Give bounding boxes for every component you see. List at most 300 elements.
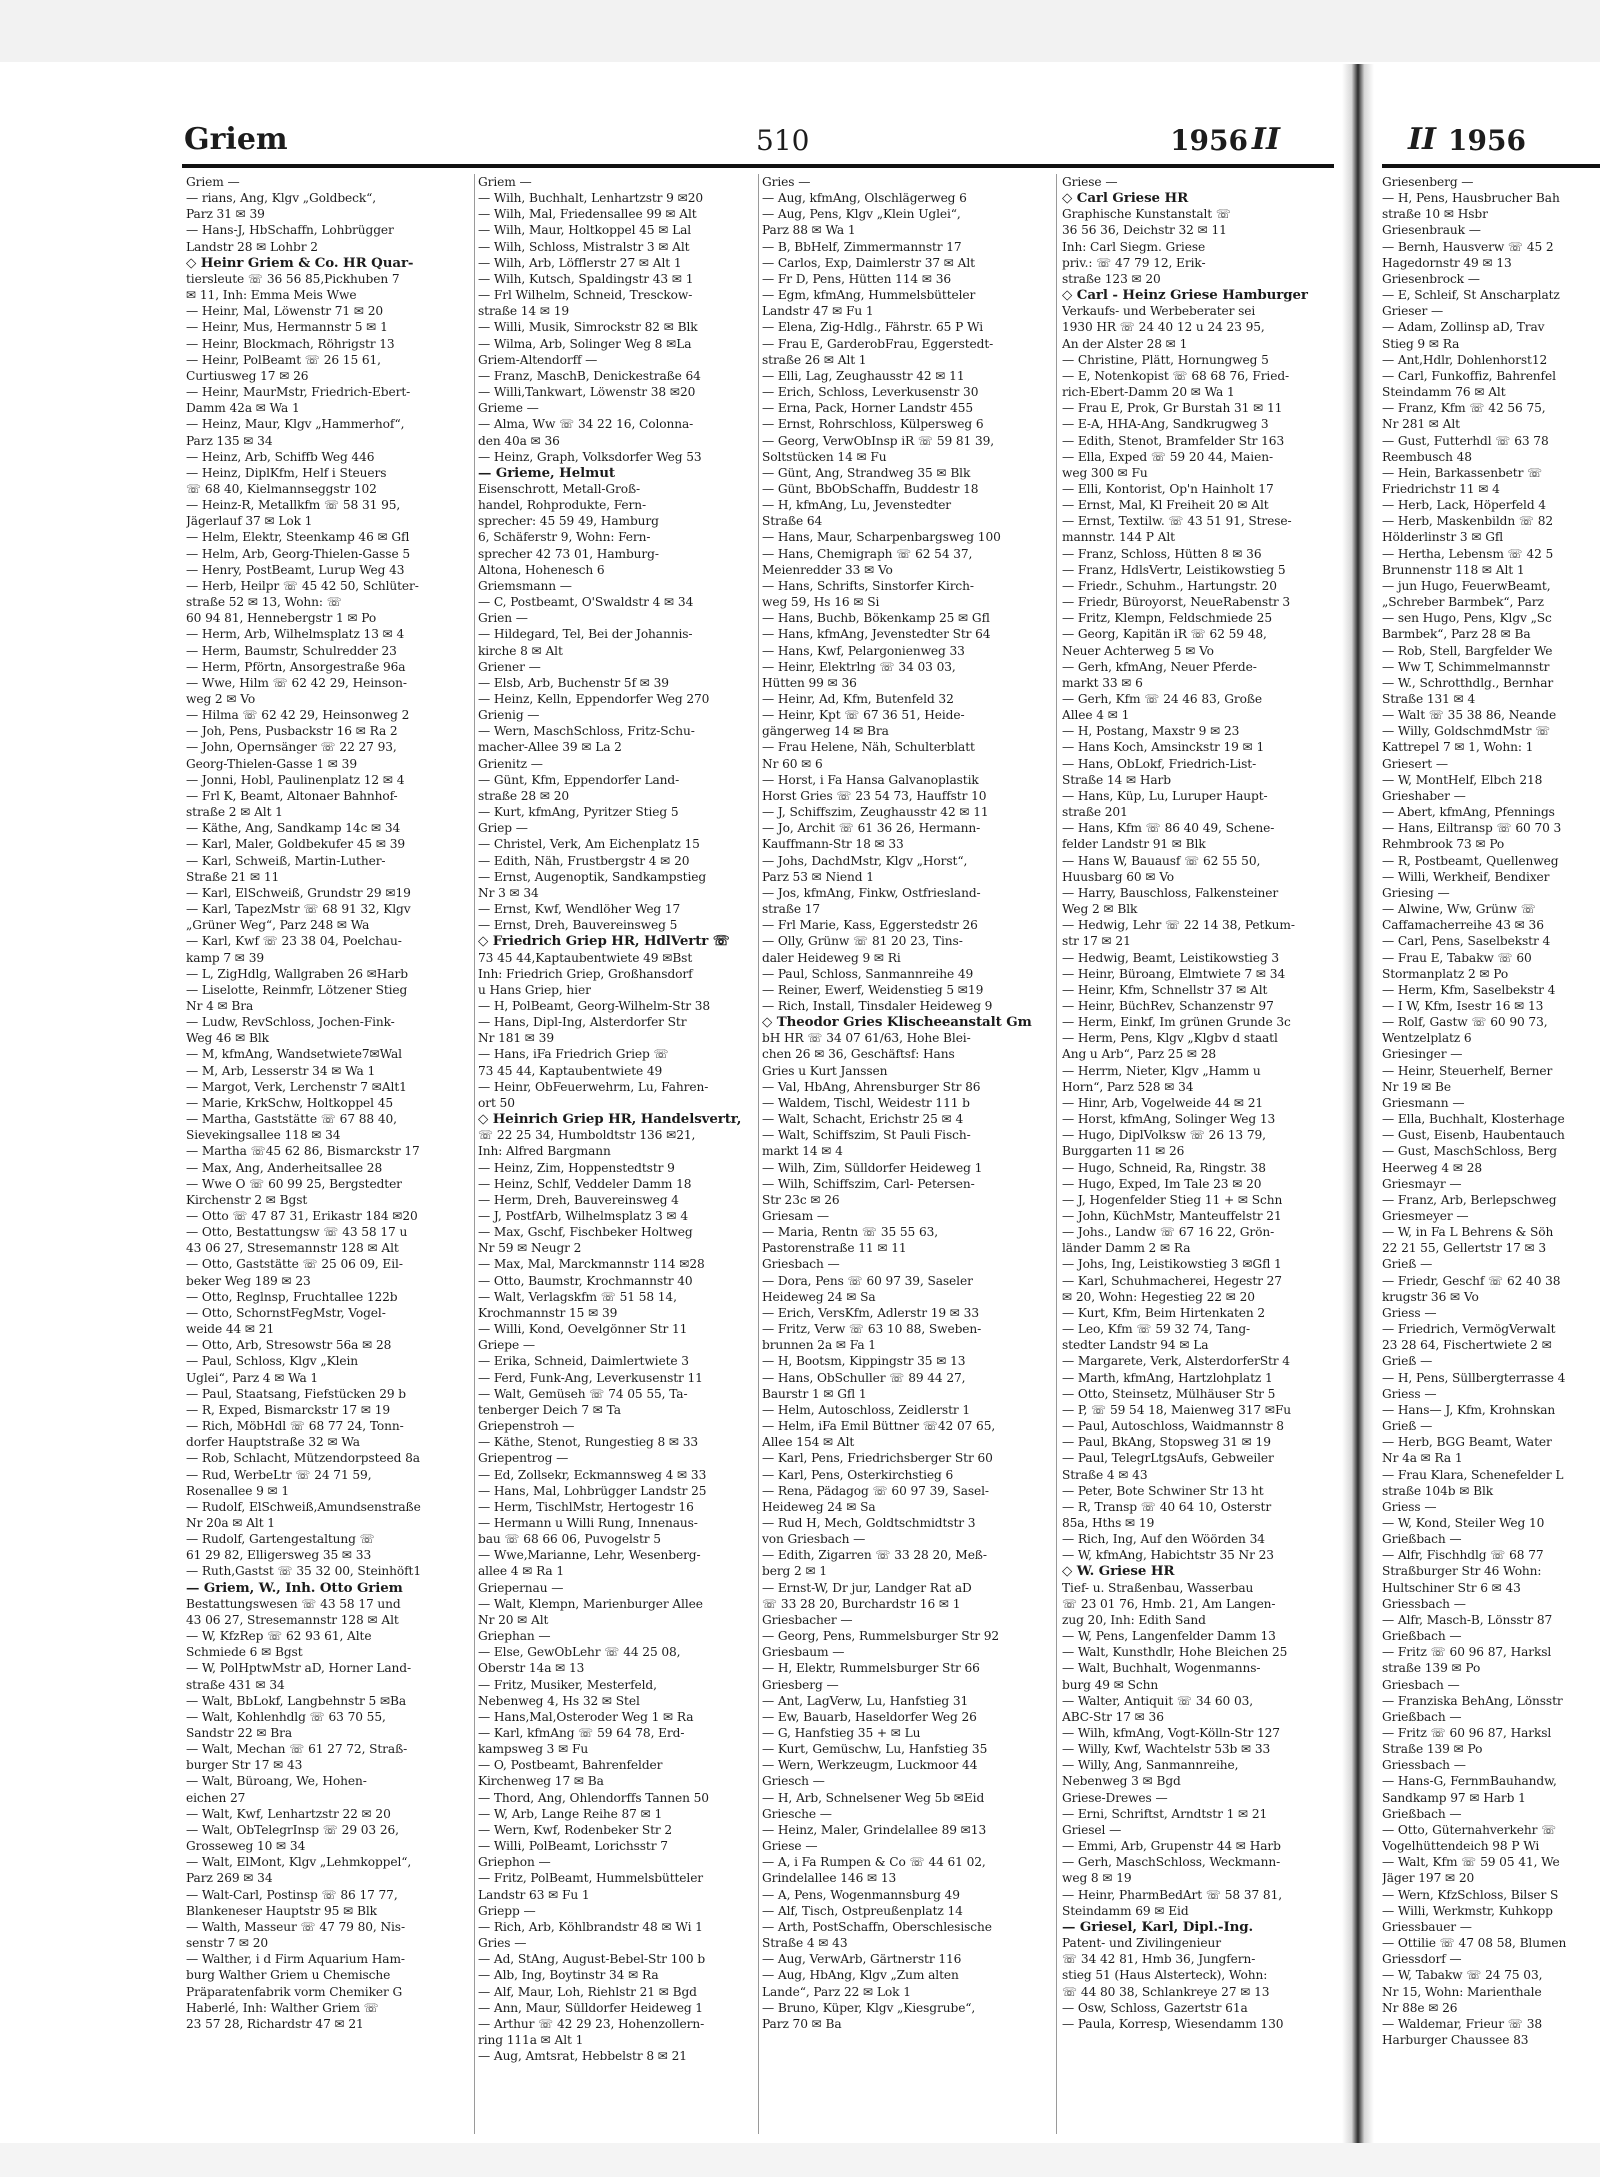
directory-entry: Griesbaum — [762, 1645, 845, 1660]
directory-entry: Gries — [478, 1936, 527, 1951]
directory-entry: 85a, Hths ✉ 19 [1062, 1515, 1155, 1530]
directory-entry: Neuer Achterweg 5 ✉ Vo [1062, 643, 1214, 658]
directory-entry: sprecher: 45 59 49, Hamburg [478, 514, 659, 529]
directory-entry: — Ella, Buchhalt, Klosterhage [1382, 1112, 1565, 1127]
directory-entry: — Egm, kfmAng, Hummelsbütteler [762, 288, 976, 303]
directory-entry: — Heinz, Kelln, Eppendorfer Weg 270 [478, 692, 710, 706]
directory-entry: Hagedornstr 49 ✉ 13 [1382, 255, 1512, 270]
directory-entry: An der Alster 28 ✉ 1 [1062, 336, 1188, 351]
directory-entry: Straße 64 [762, 514, 823, 529]
directory-entry: — Bernh, Hausverw ☏ 45 2 [1382, 239, 1554, 254]
directory-entry: — Margot, Verk, Lerchenstr 7 ✉Alt1 [186, 1079, 407, 1094]
directory-entry: weg 8 ✉ 19 [1062, 1871, 1132, 1886]
directory-entry: — Frau Helene, Näh, Schulterblatt [762, 740, 975, 755]
directory-entry: — Willy, Ang, Sanmannreihe, [1062, 1758, 1239, 1773]
directory-entry: Griep — [478, 821, 528, 836]
directory-entry: — Helm, Arb, Georg-Thielen-Gasse 5 [186, 546, 410, 561]
directory-entry: Eisenschrott, Metall-Groß- [478, 481, 641, 496]
directory-entry: — Helm, Elektr, Steenkamp 46 ✉ Gfl [186, 530, 410, 545]
directory-entry: Heerweg 4 ✉ 28 [1382, 1160, 1483, 1175]
directory-entry: dorfer Hauptstraße 32 ✉ Wa [186, 1435, 360, 1450]
directory-entry: Griess — [1382, 1386, 1437, 1401]
directory-entry: — Peter, Bote Schwiner Str 13 ht [1062, 1483, 1264, 1498]
column-divider [474, 174, 475, 2134]
directory-entry: — Walt, Gemüseh ☏ 74 05 55, Ta- [478, 1386, 688, 1401]
directory-entry: — Rena, Pädagog ☏ 60 97 39, Sasel- [762, 1483, 989, 1498]
directory-entry: Nr 20 ✉ Alt [478, 1612, 549, 1627]
directory-entry: Curtiusweg 17 ✉ 26 [186, 368, 309, 383]
directory-entry: — Karl, Pens, Osterkirchstieg 6 [762, 1467, 954, 1482]
directory-entry: Nr 4a ✉ Ra 1 [1382, 1451, 1463, 1466]
directory-entry: — Carl, Funkoffiz, Bahrenfel [1382, 368, 1556, 383]
directory-entry: — R, Transp ☏ 40 64 10, Osterstr [1062, 1499, 1272, 1514]
directory-entry: — Elli, Lag, Zeughausstr 42 ✉ 11 [762, 368, 965, 383]
directory-entry: — Gust, Eisenb, Haubentauch [1382, 1128, 1565, 1143]
directory-entry: — Herm, Kfm, Saselbekstr 4 [1382, 982, 1556, 997]
directory-entry: den 40a ✉ 36 [478, 433, 560, 448]
directory-entry: — Alf, Tisch, Ostpreußenplatz 14 [762, 1903, 963, 1918]
directory-entry: — Bruno, Küper, Klgv „Kiesgrube“, [762, 2000, 976, 2015]
directory-entry: Griephon — [478, 1855, 551, 1870]
directory-entry: — A, i Fa Rumpen & Co ☏ 44 61 02, [762, 1855, 986, 1870]
directory-entry: Damm 42a ✉ Wa 1 [186, 401, 300, 416]
directory-entry: — Ant,Hdlr, Dohlenhorst12 [1382, 352, 1548, 367]
directory-entry: Parz 88 ✉ Wa 1 [762, 223, 856, 238]
directory-entry: Griesenbrauk — [1382, 223, 1481, 238]
directory-entry: Nr 19 ✉ Be [1382, 1079, 1452, 1094]
directory-entry: Verkaufs- und Werbeberater sei [1062, 304, 1256, 319]
directory-entry: — B, BbHelf, Zimmermannstr 17 [762, 239, 962, 254]
directory-entry: — Reiner, Ewerf, Weidenstieg 5 ✉19 [762, 982, 984, 997]
directory-entry: — Thord, Ang, Ohlendorffs Tannen 50 [478, 1790, 709, 1805]
directory-entry: ☏ 44 80 38, Schlankreye 27 ✉ 13 [1062, 1984, 1270, 1999]
directory-entry: — Günt, Ang, Strandweg 35 ✉ Blk [762, 465, 971, 480]
directory-entry: Burggarten 11 ✉ 26 [1062, 1144, 1185, 1159]
directory-entry: — rians, Ang, Klgv „Goldbeck“, [186, 191, 377, 206]
directory-entry: markt 14 ✉ 4 [762, 1144, 843, 1159]
directory-entry: tenberger Deich 7 ✉ Ta [478, 1402, 621, 1417]
directory-entry: — Franz, MaschB, Denickestraße 64 [478, 368, 701, 383]
directory-entry: kampsweg 3 ✉ Fu [478, 1742, 589, 1757]
directory-entry: — Heinz, Maler, Grindelallee 89 ✉13 [762, 1822, 987, 1837]
directory-entry: brunnen 2a ✉ Fa 1 [762, 1338, 876, 1353]
directory-entry: ort 50 [478, 1095, 515, 1110]
directory-entry: Krochmannstr 15 ✉ 39 [478, 1305, 618, 1320]
directory-entry: — Karl, TapezMstr ☏ 68 91 32, Klgv [186, 902, 411, 917]
directory-entry: — Gust, MaschSchloss, Berg [1382, 1144, 1557, 1159]
directory-entry: kirche 8 ✉ Alt [478, 643, 563, 658]
directory-entry: — Else, GewObLehr ☏ 44 25 08, [478, 1645, 681, 1660]
directory-entry: — Walt, Schiffszim, St Pauli Fisch- [762, 1128, 971, 1143]
directory-entry: — Walt, Buchhalt, Wogenmanns- [1062, 1661, 1261, 1676]
directory-entry: — C, Postbeamt, O'Swaldstr 4 ✉ 34 [478, 595, 694, 610]
directory-entry: — Heinz, Schlf, Veddeler Damm 18 [478, 1176, 692, 1191]
directory-entry: allee 4 ✉ Ra 1 [478, 1564, 565, 1579]
directory-entry: — Rudolf, ElSchweiß,Amundsenstraße [186, 1499, 421, 1514]
directory-entry: Griesmayr — [1382, 1176, 1462, 1191]
directory-entry: — Walt, Kunsthdlr, Hohe Bleichen 25 [1062, 1645, 1288, 1660]
directory-entry: — Willi, Werkmstr, Kuhkopp [1382, 1903, 1553, 1918]
directory-entry: — Hans, Mal, Lohbrügger Landstr 25 [478, 1483, 707, 1498]
directory-entry: Huusbarg 60 ✉ Vo [1062, 869, 1175, 884]
directory-entry: — Rud, WerbeLtr ☏ 24 71 59, [186, 1467, 372, 1482]
directory-entry: burger Str 17 ✉ 43 [186, 1758, 303, 1773]
directory-entry: kamp 7 ✉ 39 [186, 950, 265, 965]
directory-entry: ABC-Str 17 ✉ 36 [1062, 1709, 1164, 1724]
directory-entry: — Walther, i d Firm Aquarium Ham- [186, 1952, 405, 1967]
directory-entry: — Heinr, Mal, Löwenstr 71 ✉ 20 [186, 304, 384, 319]
directory-entry: — Frl Marie, Kass, Eggerstedstr 26 [762, 918, 978, 933]
directory-entry: Straße 4 ✉ 43 [762, 1936, 848, 1951]
directory-entry: — Wern, KfzSchloss, Bilser S [1382, 1887, 1559, 1902]
directory-entry: — Walt, Kohlenhdlg ☏ 63 70 55, [186, 1709, 386, 1724]
directory-entry: — Ed, Zollsekr, Eckmannsweg 4 ✉ 33 [478, 1467, 707, 1482]
directory-entry: — John, KüchMstr, Manteuffelstr 21 [1062, 1209, 1282, 1223]
directory-entry: Griese — [762, 1839, 818, 1854]
directory-entry: — Rich, Arb, Köhlbrandstr 48 ✉ Wi 1 [478, 1919, 703, 1934]
directory-entry: — Walt, BbLokf, Langbehnstr 5 ✉Ba [186, 1693, 407, 1708]
directory-entry: Landstr 28 ✉ Lohbr 2 [186, 239, 318, 254]
directory-column-3 [762, 174, 1052, 2144]
directory-entry: Griesch — [762, 1774, 825, 1789]
directory-entry: — Fritz, Klempn, Feldschmiede 25 [1062, 611, 1272, 626]
directory-entry: Str 23c ✉ 26 [762, 1192, 840, 1207]
directory-entry: — Fritz, Musiker, Mesterfeld, [478, 1677, 657, 1692]
directory-entry: — Alf, Maur, Loh, Riehlstr 21 ✉ Bgd [478, 1984, 697, 1999]
directory-entry: — Heinr, Kfm, Schnellstr 37 ✉ Alt [1062, 982, 1268, 997]
directory-entry: — R, Postbeamt, Quellenweg [1382, 853, 1559, 868]
directory-entry: — Wilh, Zim, Sülldorfer Heideweg 1 [762, 1160, 983, 1175]
directory-entry: str 17 ✉ 21 [1062, 934, 1131, 949]
directory-entry: — Erni, Schriftst, Arndtstr 1 ✉ 21 [1062, 1806, 1268, 1821]
directory-entry: — Wilma, Arb, Solinger Weg 8 ✉La [478, 336, 692, 351]
directory-entry: 73 45 44,Kaptaubentwiete 49 ✉Bst [478, 950, 693, 965]
directory-entry: — Herb, Lack, Höperfeld 4 [1382, 498, 1546, 513]
directory-entry: — Heinr, ObFeuerwehrm, Lu, Fahren- [478, 1079, 709, 1094]
directory-entry: — Wwe,Marianne, Lehr, Wesenberg- [478, 1548, 701, 1563]
directory-entry: Jäger 197 ✉ 20 [1382, 1871, 1475, 1886]
directory-entry: — Ernst, Augenoptik, Sandkampstieg [478, 869, 707, 884]
directory-entry: — Karl, kfmAng ☏ 59 64 78, Erd- [478, 1726, 685, 1740]
directory-entry: Nr 4 ✉ Bra [186, 998, 254, 1013]
directory-entry: — Heinz, Graph, Volksdorfer Weg 53 [478, 449, 702, 464]
directory-entry: Grieser — [1382, 304, 1444, 319]
directory-entry: Griese — [1062, 175, 1118, 189]
directory-entry: — Wern, Werkzeugm, Luckmoor 44 [762, 1758, 978, 1773]
directory-entry: — Hans, ObSchuller ☏ 89 44 27, [762, 1370, 966, 1385]
directory-entry: — Herm, Dreh, Bauvereinsweg 4 [478, 1192, 679, 1207]
directory-entry: — Hans, Küp, Lu, Luruper Haupt- [1062, 788, 1268, 803]
directory-entry: straße 123 ✉ 20 [1062, 271, 1161, 286]
directory-entry: burg 49 ✉ Schn [1062, 1677, 1159, 1692]
directory-entry: — Hans, kfmAng, Jevenstedter Str 64 [762, 627, 991, 642]
directory-entry: — Kurt, Kfm, Beim Hirtenkaten 2 [1062, 1305, 1266, 1320]
directory-entry: Heideweg 24 ✉ Sa [762, 1289, 876, 1304]
directory-entry: ◇ Carl - Heinz Griese Hamburger [1062, 287, 1308, 304]
directory-entry: — Ella, Exped ☏ 59 20 44, Maien- [1062, 449, 1273, 464]
directory-entry: — Willi,Tankwart, Löwenstr 38 ✉20 [478, 385, 696, 400]
directory-entry: ☏ 23 01 76, Hmb. 21, Am Langen- [1062, 1596, 1276, 1611]
directory-entry: Hölderlinstr 3 ✉ Gfl [1382, 530, 1504, 545]
directory-entry: straße 52 ✉ 13, Wohn: ☏ [186, 595, 342, 610]
directory-entry: — sen Hugo, Pens, Klgv „Sc [1382, 611, 1552, 626]
directory-entry: — W, MontHelf, Elbch 218 [1382, 772, 1543, 787]
directory-entry: ◇ Theodor Gries Klischeeanstalt Gm [762, 1014, 1032, 1031]
directory-entry: Grieß — [1382, 1419, 1433, 1434]
directory-entry: weg 300 ✉ Fu [1062, 465, 1148, 480]
directory-entry: — Heinz-R, Metallkfm ☏ 58 31 95, [186, 498, 401, 513]
running-head-name: Griem [184, 122, 288, 157]
directory-entry: — Edith, Stenot, Bramfelder Str 163 [1062, 433, 1285, 448]
directory-entry: Parz 135 ✉ 34 [186, 433, 273, 448]
directory-entry: Kirchenweg 17 ✉ Ba [478, 1774, 604, 1789]
directory-entry: — Wwe O ☏ 60 99 25, Bergstedter [186, 1176, 402, 1191]
directory-entry: — Hugo, DiplVolksw ☏ 26 13 79, [1062, 1128, 1266, 1143]
directory-entry: Griessbach — [1382, 1758, 1466, 1773]
directory-entry: — Walt, Mechan ☏ 61 27 72, Straß- [186, 1742, 408, 1757]
directory-entry: beker Weg 189 ✉ 23 [186, 1273, 311, 1288]
directory-entry: — Ad, StAng, August-Bebel-Str 100 b [478, 1952, 706, 1967]
directory-entry: — Hans-G, FernmBauhandw, [1382, 1774, 1557, 1789]
directory-entry: — Willi, Musik, Simrockstr 82 ✉ Blk [478, 320, 698, 335]
next-page-column [1382, 174, 1600, 2144]
directory-entry: — W, kfmAng, Habichtstr 35 Nr 23 [1062, 1548, 1274, 1563]
directory-entry: — Otto, Güternahverkehr ☏ [1382, 1822, 1557, 1837]
directory-entry: Griepentrog — [478, 1451, 569, 1466]
directory-entry: Wentzelplatz 6 [1382, 1031, 1472, 1046]
directory-entry: — Wilh, Schiffszim, Carl- Petersen- [762, 1176, 975, 1191]
directory-entry: Griepe — [478, 1338, 535, 1353]
directory-entry: — Ew, Bauarb, Haseldorfer Weg 26 [762, 1709, 977, 1724]
directory-entry: — I W, Kfm, Isestr 16 ✉ 13 [1382, 998, 1544, 1013]
directory-entry: Nr 15, Wohn: Marienthale [1382, 1984, 1542, 1999]
directory-entry: — Friedrich, VermögVerwalt [1382, 1322, 1556, 1337]
directory-entry: — Günt, BbObSchaffn, Buddestr 18 [762, 481, 979, 496]
directory-entry: — Heinr, Ad, Kfm, Butenfeld 32 [762, 692, 954, 706]
column-divider [1056, 174, 1057, 2134]
directory-entry: Nr 20a ✉ Alt 1 [186, 1515, 275, 1530]
directory-entry: — Frl K, Beamt, Altonaer Bahnhof- [186, 788, 398, 803]
directory-entry: — Edith, Zigarren ☏ 33 28 20, Meß- [762, 1548, 987, 1563]
directory-entry: — Martha ☏45 62 86, Bismarckstr 17 [186, 1144, 420, 1159]
directory-entry: Griesam — [762, 1209, 829, 1223]
directory-entry: Inh: Alfred Bargmann [478, 1144, 611, 1159]
directory-entry: — Georg, Kapitän iR ☏ 62 59 48, [1062, 627, 1267, 642]
directory-entry: Gries — [762, 175, 811, 189]
directory-entry: Sandkamp 97 ✉ Harb 1 [1382, 1790, 1526, 1805]
header-rule [182, 164, 1334, 168]
directory-entry: ☏ 34 42 81, Hmb 36, Jungfern- [1062, 1952, 1256, 1967]
directory-entry: — Otto, Reglnsp, Fruchtallee 122b [186, 1289, 398, 1304]
directory-entry: — H, kfmAng, Lu, Jevenstedter [762, 498, 952, 513]
directory-entry: — Karl, ElSchweiß, Grundstr 29 ✉19 [186, 885, 411, 900]
directory-entry: — Otto, Arb, Stresowstr 56a ✉ 28 [186, 1338, 392, 1353]
directory-entry: 61 29 82, Elligersweg 35 ✉ 33 [186, 1548, 372, 1563]
directory-entry: Heideweg 24 ✉ Sa [762, 1499, 876, 1514]
directory-entry: Straße 4 ✉ 43 [1062, 1467, 1148, 1482]
directory-entry: — Erich, Schloss, Leverkusenstr 30 [762, 385, 979, 400]
directory-entry: — Hans, ObLokf, Friedrich-List- [1062, 756, 1257, 771]
directory-entry: — Hans-J, HbSchaffn, Lohbrügger [186, 223, 394, 238]
directory-entry: daler Heideweg 9 ✉ Ri [762, 950, 901, 965]
directory-entry: Steindamm 76 ✉ Alt [1382, 385, 1506, 400]
directory-entry: Griessdorf — [1382, 1952, 1462, 1967]
directory-entry: — Joh, Pens, Pusbackstr 16 ✉ Ra 2 [186, 724, 398, 739]
directory-entry: — O, Postbeamt, Bahrenfelder [478, 1758, 663, 1773]
directory-entry: — Alma, Ww ☏ 34 22 16, Colonna- [478, 417, 694, 432]
directory-entry: Kattrepel 7 ✉ 1, Wohn: 1 [1382, 740, 1534, 755]
directory-entry: Griessbauer — [1382, 1919, 1472, 1934]
directory-entry: — Hein, Barkassenbetr ☏ [1382, 465, 1543, 480]
directory-entry: — Paul, BkAng, Stopsweg 31 ✉ 19 [1062, 1435, 1271, 1450]
directory-column-1 [186, 174, 476, 2144]
directory-entry: — Aug, VerwArb, Gärtnerstr 116 [762, 1952, 962, 1967]
directory-entry: — Käthe, Ang, Sandkamp 14c ✉ 34 [186, 821, 401, 836]
directory-entry: — E, Schleif, St Anscharplatz [1382, 288, 1560, 303]
directory-entry: Griesmann — [1382, 1095, 1465, 1110]
directory-entry: Uglei“, Parz 4 ✉ Wa 1 [186, 1370, 319, 1385]
directory-entry: — Wwe, Hilm ☏ 62 42 29, Heinson- [186, 675, 407, 690]
directory-entry: — Rich, MöbHdl ☏ 68 77 24, Tonn- [186, 1419, 404, 1434]
directory-entry: Kauffmann-Str 18 ✉ 33 [762, 837, 904, 852]
directory-entry: Jägerlauf 37 ✉ Lok 1 [186, 514, 313, 529]
directory-entry: — Fritz ☏ 60 96 87, Harksl [1382, 1726, 1552, 1740]
directory-entry: — Arth, PostSchaffn, Oberschlesische [762, 1919, 992, 1934]
directory-entry: — Ernst, Textilw. ☏ 43 51 91, Strese- [1062, 514, 1292, 529]
directory-entry: Haberlé, Inh: Walther Griem ☏ [186, 2000, 379, 2015]
directory-entry: — Hans, Schrifts, Sinstorfer Kirch- [762, 578, 974, 593]
directory-entry: 43 06 27, Stresemannstr 128 ✉ Alt [186, 1241, 399, 1256]
next-page-year: 1956 [1448, 124, 1526, 157]
directory-entry: — Johs, DachdMstr, Klgv „Horst“, [762, 853, 968, 868]
directory-entry: — Erika, Schneid, Daimlertwiete 3 [478, 1354, 689, 1369]
directory-entry: — Paul, Staatsang, Fiefstücken 29 b [186, 1386, 406, 1401]
directory-entry: — Walt, ObTelegrInsp ☏ 29 03 26, [186, 1822, 399, 1837]
page-header-right [1378, 118, 1600, 166]
directory-entry: — Elena, Zig-Hdlg., Fährstr. 65 P Wi [762, 320, 983, 335]
directory-entry: — Christel, Verk, Am Eichenplatz 15 [478, 837, 700, 852]
directory-entry: chen 26 ✉ 36, Geschäftsf: Hans [762, 1047, 955, 1062]
directory-entry: — Fritz ☏ 60 96 87, Harksl [1382, 1645, 1552, 1660]
directory-entry: — Wern, MaschSchloss, Fritz-Schu- [478, 724, 695, 739]
directory-entry: — Ernst-W, Dr jur, Landger Rat aD [762, 1580, 972, 1595]
directory-entry: — Rudolf, Gartengestaltung ☏ [186, 1532, 375, 1547]
directory-entry: — Hans, Eiltransp ☏ 60 70 3 [1382, 821, 1562, 836]
directory-entry: — Frl Wilhelm, Schneid, Tresckow- [478, 288, 693, 303]
directory-entry: — Grieme, Helmut [478, 464, 615, 481]
directory-entry: — Dora, Pens ☏ 60 97 39, Saseler [762, 1273, 973, 1288]
directory-entry: — Waldemar, Frieur ☏ 38 [1382, 2016, 1543, 2031]
directory-entry: — jun Hugo, FeuerwBeamt, [1382, 578, 1551, 593]
directory-entry: 22 21 55, Gellertstr 17 ✉ 3 [1382, 1241, 1547, 1256]
directory-entry: — Hinr, Arb, Vogelweide 44 ✉ 21 [1062, 1095, 1264, 1110]
directory-entry: — Wilh, Mal, Friedensallee 99 ✉ Alt [478, 207, 697, 222]
directory-entry: — Max, Ang, Anderheitsallee 28 [186, 1160, 383, 1175]
directory-entry: — Walt, Kfm ☏ 59 05 41, We [1382, 1855, 1560, 1870]
directory-entry: — W, KfzRep ☏ 62 93 61, Alte [186, 1629, 372, 1644]
directory-entry: Georg-Thielen-Gasse 1 ✉ 39 [186, 756, 357, 771]
directory-entry: Vogelhüttendeich 98 P Wi [1382, 1839, 1540, 1854]
directory-entry: ☏ 22 25 34, Humboldtstr 136 ✉21, [478, 1128, 696, 1143]
directory-entry: Barmbek“, Parz 28 ✉ Ba [1382, 627, 1531, 642]
directory-entry: — Wilh, Arb, Löfflerstr 27 ✉ Alt 1 [478, 255, 682, 270]
directory-entry: gängerweg 14 ✉ Bra [762, 724, 889, 739]
directory-entry: ✉ 20, Wohn: Hegestieg 22 ✉ 20 [1062, 1289, 1255, 1304]
directory-entry: — Jo, Archit ☏ 61 36 26, Hermann- [762, 821, 981, 836]
directory-entry: Griesberg — [762, 1677, 839, 1692]
directory-entry: tiersleute ☏ 36 56 85,Pickhuben 7 [186, 271, 400, 286]
directory-entry: — Rich, Ing, Auf den Wöörden 34 [1062, 1532, 1265, 1547]
directory-entry: — Walter, Antiquit ☏ 34 60 03, [1062, 1693, 1254, 1708]
directory-entry: — Karl, Schuhmacherei, Hegestr 27 [1062, 1273, 1282, 1288]
directory-entry: priv.: ☏ 47 79 12, Erik- [1062, 255, 1206, 270]
directory-entry: — Alfr, Fischhdlg ☏ 68 77 [1382, 1548, 1544, 1563]
directory-entry: Inh: Friedrich Griep, Großhansdorf [478, 966, 693, 981]
directory-entry: Grießbach — [1382, 1629, 1462, 1644]
directory-entry: — Walt, Verlagskfm ☏ 51 58 14, [478, 1289, 677, 1304]
directory-entry: — Ann, Maur, Sülldorfer Heideweg 1 [478, 2000, 703, 2015]
directory-entry: — Hans— J, Kfm, Krohnskan [1382, 1402, 1556, 1417]
directory-entry: weide 44 ✉ 21 [186, 1322, 275, 1337]
directory-entry: — Gerh, kfmAng, Neuer Pferde- [1062, 659, 1257, 674]
directory-entry: Griesert — [1382, 756, 1448, 771]
directory-entry: straße 28 ✉ 20 [478, 788, 570, 803]
directory-entry: — Heinz, Zim, Hoppenstedtstr 9 [478, 1160, 675, 1175]
directory-entry: — Heinr, BüchRev, Schanzenstr 97 [1062, 998, 1274, 1013]
directory-entry: — Käthe, Stenot, Rungestieg 8 ✉ 33 [478, 1435, 699, 1450]
page-header-left [178, 118, 1328, 166]
directory-entry: — M, Arb, Lesserstr 34 ✉ Wa 1 [186, 1063, 376, 1078]
directory-entry: Landstr 63 ✉ Fu 1 [478, 1887, 590, 1902]
directory-entry: — Heinr, Elektrlng ☏ 34 03 03, [762, 659, 956, 674]
directory-entry: — Fr D, Pens, Hütten 114 ✉ 36 [762, 271, 952, 286]
directory-entry: — Gust, Futterhdl ☏ 63 78 [1382, 433, 1549, 448]
directory-entry: — W, Pens, Langenfelder Damm 13 [1062, 1629, 1276, 1644]
directory-entry: — Franziska BehAng, Lönsstr [1382, 1693, 1563, 1708]
directory-entry: ◇ Carl Griese HR [1062, 190, 1189, 207]
directory-entry: stedter Landstr 94 ✉ La [1062, 1338, 1209, 1353]
directory-entry: — Herm, TischlMstr, Hertogestr 16 [478, 1499, 694, 1514]
directory-entry: Rosenallee 9 ✉ 1 [186, 1483, 290, 1498]
directory-entry: — Otto ☏ 47 87 31, Erikastr 184 ✉20 [186, 1209, 418, 1223]
directory-entry: — Ernst, Rohrschloss, Külpersweg 6 [762, 417, 984, 432]
directory-entry: — Horst, i Fa Hansa Galvanoplastik [762, 772, 979, 787]
directory-entry: — Erna, Pack, Horner Landstr 455 [762, 401, 974, 416]
directory-entry: Meienredder 33 ✉ Vo [762, 562, 893, 577]
directory-entry: — Karl, Schweiß, Martin-Luther- [186, 853, 386, 868]
directory-entry: straße 201 [1062, 805, 1128, 820]
directory-entry: — Ruth,Gastst ☏ 35 32 00, Steinhöft1 [186, 1564, 421, 1579]
directory-entry: — Franz, HdlsVertr, Leistikowstieg 5 [1062, 562, 1286, 577]
directory-entry: — Horst, kfmAng, Solinger Weg 13 [1062, 1112, 1276, 1127]
directory-entry: — Walt, Schacht, Erichstr 25 ✉ 4 [762, 1112, 964, 1127]
directory-entry: — Herm, Einkf, Im grünen Grunde 3c [1062, 1015, 1291, 1030]
directory-entry: — Walt ☏ 35 38 86, Neande [1382, 708, 1557, 723]
directory-entry: — Emmi, Arb, Grupenstr 44 ✉ Harb [1062, 1839, 1281, 1854]
directory-entry: Blankeneser Hauptstr 95 ✉ Blk [186, 1903, 377, 1918]
directory-entry: — Herb, BGG Beamt, Water [1382, 1435, 1552, 1450]
directory-entry: Parz 269 ✉ 34 [186, 1871, 273, 1886]
directory-entry: — Willi, Werkheif, Bendixer [1382, 869, 1550, 884]
directory-entry: — Val, HbAng, Ahrensburger Str 86 [762, 1079, 981, 1094]
directory-entry: — Otto, SchornstFegMstr, Vogel- [186, 1305, 386, 1320]
directory-entry: — Hedwig, Lehr ☏ 22 14 38, Petkum- [1062, 918, 1295, 933]
directory-entry: — Friedr, Büroyorst, NeueRabenstr 3 [1062, 595, 1291, 610]
directory-entry: straße 431 ✉ 34 [186, 1677, 285, 1692]
directory-entry: Pastorenstraße 11 ✉ 11 [762, 1241, 907, 1256]
directory-entry: — Walt-Carl, Postinsp ☏ 86 17 77, [186, 1887, 398, 1902]
directory-entry: — Franz, Kfm ☏ 42 56 75, [1382, 401, 1546, 416]
